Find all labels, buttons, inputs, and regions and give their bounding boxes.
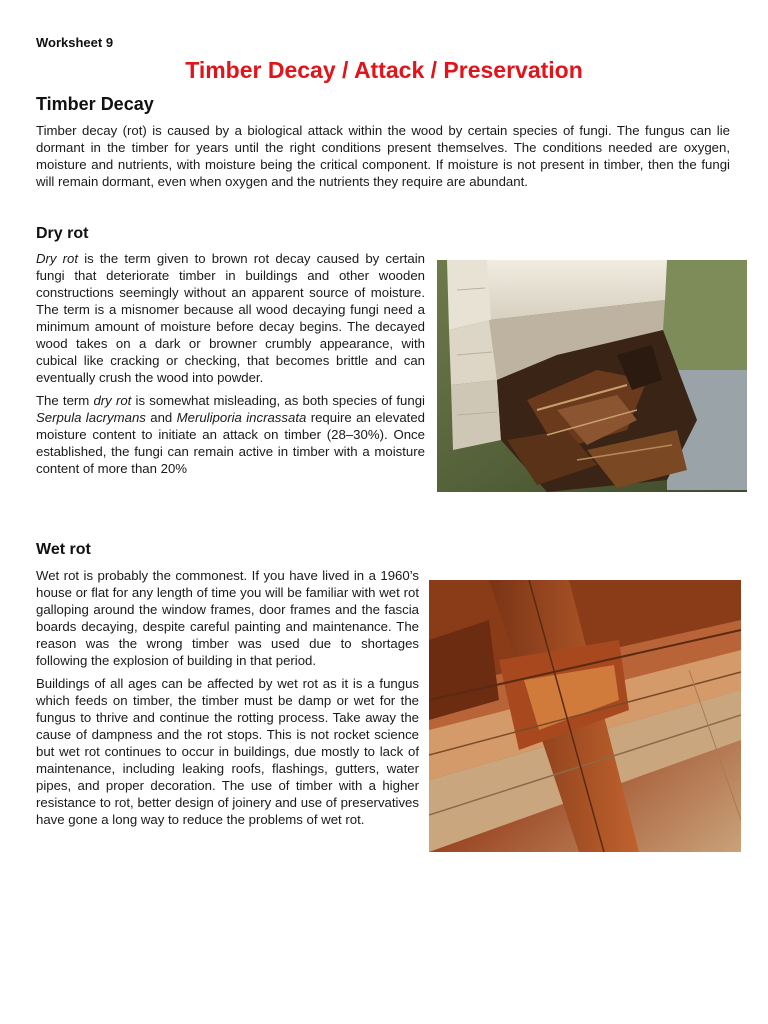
dry-rot-paragraph-1: Dry rot is the term given to brown rot decay caused by certain fungi that deteriorate timber in buildings and other wooden constructions seemingly without an apparent source of moisture. The term is a misnomer because all wood decaying fungi need a minimum amount of moisture before decay begins. The decayed wood takes on a dark or browner crumbly appearance, with cubical like cracking or checking, that becomes brittle and can eventually crush the wood into powder. — [36, 251, 426, 385]
wet-rot-text — [36, 567, 419, 828]
dry-rot-photo — [437, 260, 747, 492]
wet-rot-heading: Wet rot — [36, 541, 91, 558]
wet-rot-photo — [429, 580, 741, 852]
dry-rot-paragraph-2: The term dry rot is somewhat misleading, as both species of fungi Serpula lacrymans and Meruliporia incrassata require an elevated moisture content to initiate an attack on timber (28–30%). Once established, the fungi can remain active in timber with a moisture content of more than 20% — [36, 393, 425, 476]
species-name: Serpula lacrymans — [36, 410, 146, 425]
wet-rot-paragraph-1: Wet rot is probably the commonest. If you have lived in a 1960’s house or flat for any length of time you will be familiar with wet rot galloping around the window frames, door frames and the fascia boards decaying, despite careful painting and maintenance. The reason was the wrong timber was used due to shortages following the explosion of building in that period. — [36, 568, 419, 668]
dry-rot-heading: Dry rot — [36, 225, 89, 242]
timber-decay-heading: Timber Decay — [36, 94, 154, 114]
worksheet-label: Worksheet 9 — [36, 35, 114, 50]
wet-rot-paragraph-2: Buildings of all ages can be affected by wet rot as it is a fungus which feeds on timber, the timber must be damp or wet for the fungus to thrive and continue the rotting process. Take away the cause of dampness and the rot stops. This is not rocket science but wet rot continues to occur in buildings, due mostly to lack of maintenance, including leaking roofs, flashings, gutters, water pipes, and proper decoration. The use of timber with a higher resistance to rot, better design of joinery and use of preservatives have gone a long way to reduce the problems of wet rot. — [36, 676, 419, 827]
dry-rot-photo-graphic — [437, 260, 747, 492]
timber-decay-paragraph: Timber decay (rot) is caused by a biological attack within the wood by certain species of fungi. The fungus can lie dormant in the timber for years until the right conditions present themselves. The conditions needed are oxygen, moisture and nutrients, with moisture being the critical component. If moisture is not present in timber, then the fungi will remain dormant, even when oxygen and the nutrients they require are abundant. — [36, 123, 730, 189]
wet-rot-photo-graphic — [429, 580, 741, 852]
dry-rot-term: Dry rot — [36, 251, 79, 266]
page-title: Timber Decay / Attack / Preservation — [185, 57, 583, 83]
species-name: Meruliporia incrassata — [176, 410, 307, 425]
dry-rot-text — [36, 250, 425, 477]
